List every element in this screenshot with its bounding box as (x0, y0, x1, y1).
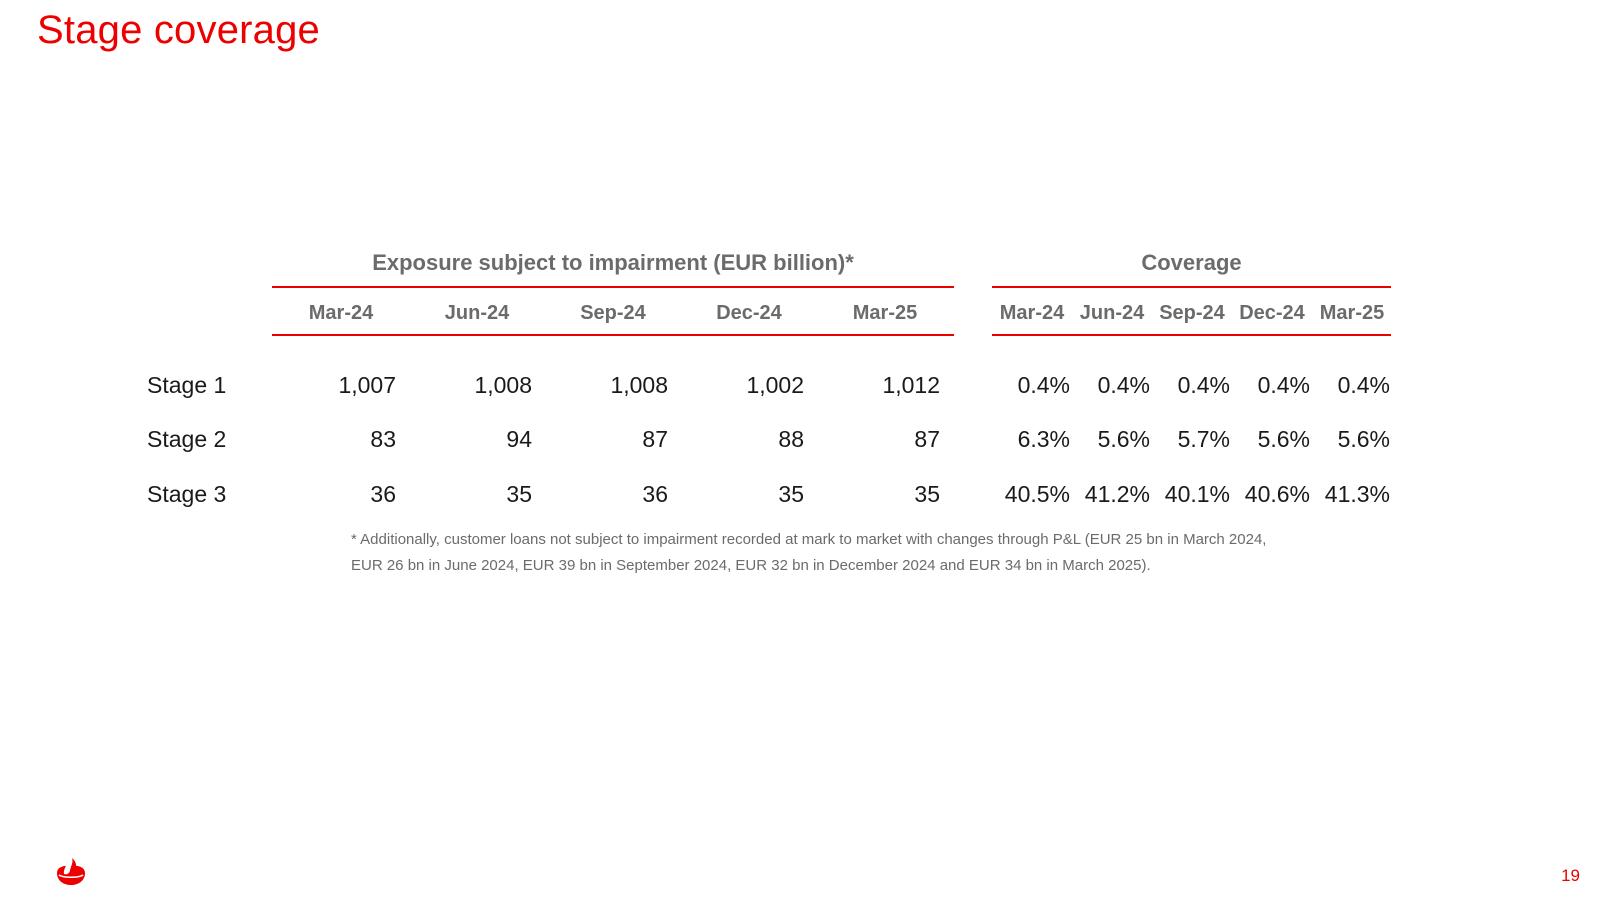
exposure-cell: 36 (642, 481, 668, 507)
santander-flame-icon (55, 857, 87, 887)
footnote: * Additionally, customer loans not subject to impairment recorded at mark to market with changes through P&L (EUR 25 bn in March 2024, EUR 26 bn in June 2024, EUR 39 bn in September 2024, EUR 32 bn in December 2024 and EUR 34 bn in March 2025). (351, 531, 1267, 574)
coverage-cell: 5.6% (1337, 426, 1390, 452)
exposure-cell: 35 (914, 481, 940, 507)
coverage-col-header: Dec-24 (1239, 302, 1305, 324)
coverage-cell: 0.4% (1177, 372, 1230, 398)
coverage-cell: 41.2% (1084, 481, 1150, 507)
coverage-col-header: Mar-25 (1319, 302, 1385, 324)
row-label: Stage 3 (147, 481, 227, 507)
coverage-cell: 6.3% (1017, 426, 1070, 452)
page-number: 19 (1561, 866, 1580, 885)
coverage-group-header: Coverage (992, 250, 1391, 288)
coverage-cell: 0.4% (1097, 372, 1150, 398)
coverage-col-header: Jun-24 (1079, 302, 1145, 324)
exposure-cell: 87 (642, 426, 668, 452)
row-label: Stage 1 (147, 372, 227, 398)
coverage-cell: 0.4% (1337, 372, 1390, 398)
exposure-group-header: Exposure subject to impairment (EUR billion)* (272, 250, 954, 288)
exposure-col-header: Dec-24 (716, 302, 782, 324)
coverage-cell: 40.6% (1244, 481, 1310, 507)
coverage-cell: 0.4% (1257, 372, 1310, 398)
exposure-cell: 88 (778, 426, 804, 452)
exposure-col-header: Mar-24 (308, 302, 374, 324)
coverage-col-header: Sep-24 (1159, 302, 1225, 324)
exposure-cell: 36 (370, 481, 396, 507)
exposure-cell: 1,007 (338, 372, 396, 398)
exposure-cell: 1,008 (474, 372, 532, 398)
exposure-column-headers (272, 294, 954, 336)
exposure-cell: 35 (506, 481, 532, 507)
exposure-cell: 83 (370, 426, 396, 452)
exposure-cell: 1,002 (746, 372, 804, 398)
exposure-cell: 1,012 (882, 372, 940, 398)
row-label: Stage 2 (147, 426, 227, 452)
page-title: Stage coverage (37, 8, 320, 52)
coverage-cell: 40.1% (1164, 481, 1230, 507)
exposure-col-header: Jun-24 (444, 302, 510, 324)
exposure-cell: 94 (506, 426, 532, 452)
coverage-cell: 5.6% (1097, 426, 1150, 452)
exposure-cell: 1,008 (610, 372, 668, 398)
exposure-cell: 87 (914, 426, 940, 452)
coverage-cell: 40.5% (1004, 481, 1070, 507)
coverage-cell: 5.7% (1177, 426, 1230, 452)
exposure-cell: 35 (778, 481, 804, 507)
exposure-col-header: Mar-25 (852, 302, 918, 324)
coverage-col-header: Mar-24 (999, 302, 1065, 324)
coverage-cell: 5.6% (1257, 426, 1310, 452)
coverage-cell: 0.4% (1017, 372, 1070, 398)
coverage-column-headers (992, 294, 1391, 336)
exposure-col-header: Sep-24 (580, 302, 646, 324)
coverage-cell: 41.3% (1324, 481, 1390, 507)
